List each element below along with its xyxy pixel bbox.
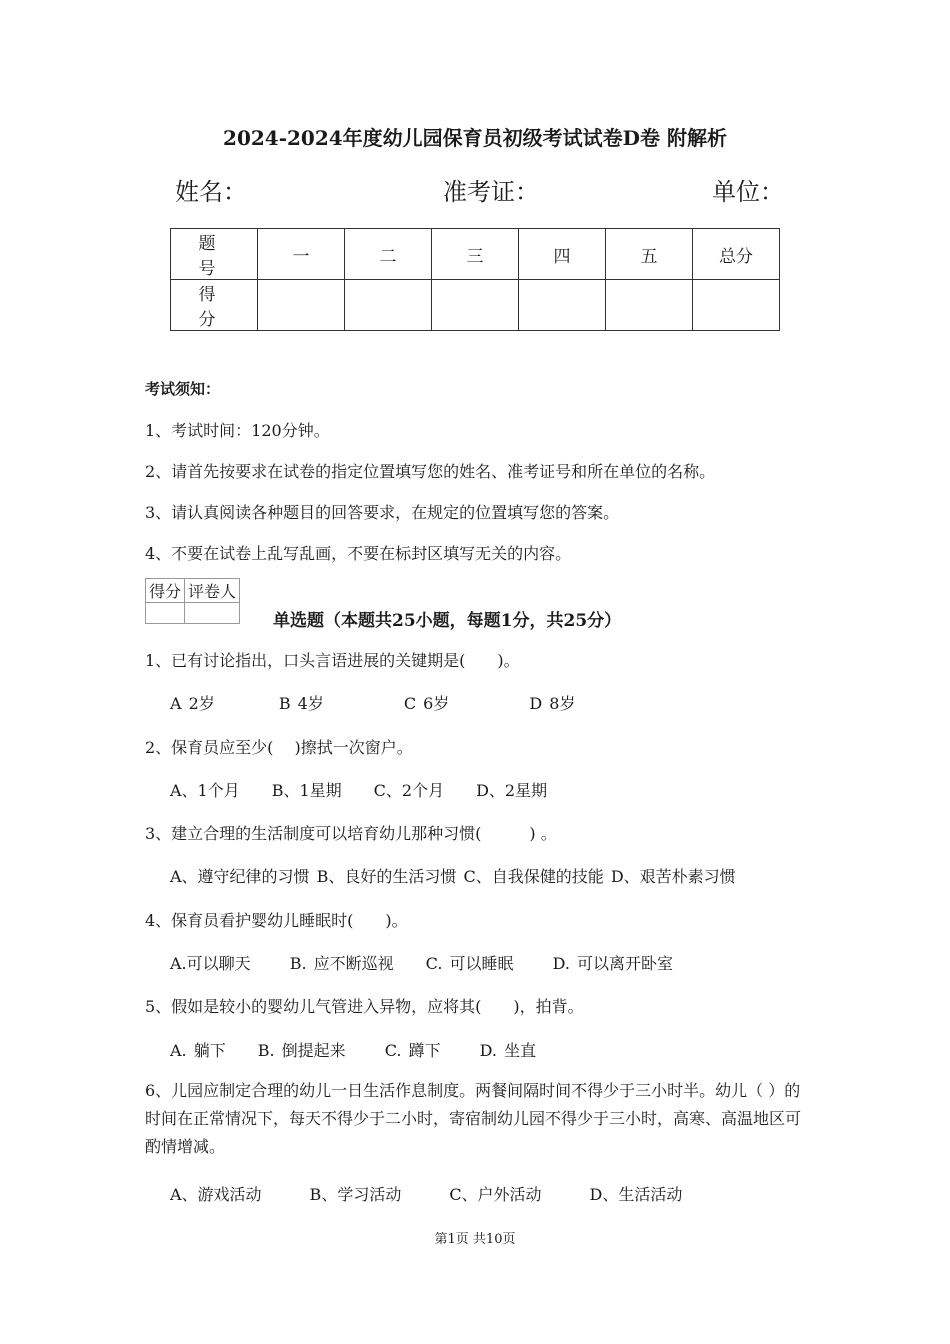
grader-box-grader-label: 评卷人	[185, 579, 240, 603]
grader-box-score-label: 得分	[146, 579, 185, 603]
notice-heading: 考试须知：	[145, 380, 221, 398]
score-table-col-3: 三	[432, 229, 519, 280]
question-text: 4、保育员看护婴幼儿睡眠时( )。	[145, 911, 408, 930]
score-table-col-4: 四	[519, 229, 606, 280]
question-text: 1、已有讨论指出，口头言语进展的关键期是( )。	[145, 651, 520, 670]
question-options: A. 躺下 B. 倒提起来 C. 蹲下 D. 坐直	[170, 1041, 537, 1060]
section-title: 单选题（本题共25小题，每题1分，共25分）	[273, 611, 622, 631]
name-field-label: 姓名：	[175, 178, 247, 206]
question-options: A 2岁 B 4岁 C 6岁 D 8岁	[170, 694, 576, 713]
score-cell-5[interactable]	[606, 280, 693, 331]
grader-box-score-cell[interactable]	[146, 603, 185, 624]
notice-item: 1、考试时间：120分钟。	[145, 421, 330, 440]
question-text: 2、保育员应至少( )擦拭一次窗户。	[145, 738, 413, 757]
score-table-col-2: 二	[345, 229, 432, 280]
score-cell-total[interactable]	[693, 280, 780, 331]
score-table-header-row	[171, 229, 780, 280]
question-options: A、游戏活动 B、学习活动 C、户外活动 D、生活活动	[170, 1185, 683, 1204]
question-text: 6、儿园应制定合理的幼儿一日生活作息制度。两餐间隔时间不得少于三小时半。幼儿（ ）的时间在正常情况下，每天不得少于二小时，寄宿制幼儿园不得少于三小时，高寒、高温地区可酌情增减。	[145, 1081, 802, 1156]
page-title: 2024-2024年度幼儿园保育员初级考试试卷D卷 附解析	[223, 126, 727, 150]
score-table	[170, 228, 780, 331]
grader-box	[145, 578, 240, 624]
exam-id-field-label: 准考证：	[443, 178, 539, 206]
notice-item: 2、请首先按要求在试卷的指定位置填写您的姓名、准考证号和所在单位的名称。	[145, 462, 716, 481]
question-options: A.可以聊天 B. 应不断巡视 C. 可以睡眠 D. 可以离开卧室	[170, 954, 674, 973]
question-text: 3、建立合理的生活制度可以培育幼儿那种习惯( ) 。	[145, 824, 557, 843]
score-table-col-total: 总分	[693, 229, 780, 280]
score-table-col-5: 五	[606, 229, 693, 280]
score-cell-3[interactable]	[432, 280, 519, 331]
question-text: 5、假如是较小的婴幼儿气管进入异物，应将其( )，拍背。	[145, 997, 584, 1016]
score-cell-2[interactable]	[345, 280, 432, 331]
score-table-score-label: 得 分	[171, 280, 258, 331]
score-cell-4[interactable]	[519, 280, 606, 331]
question-options: A、遵守纪律的习惯 B、良好的生活习惯 C、自我保健的技能 D、艰苦朴素习惯	[170, 867, 736, 886]
score-table-col-1: 一	[258, 229, 345, 280]
unit-field-label: 单位：	[712, 178, 784, 206]
question-options: A、1个月 B、1星期 C、2个月 D、2星期	[170, 781, 548, 800]
score-cell-1[interactable]	[258, 280, 345, 331]
page-footer: 第1页 共10页	[434, 1232, 516, 1247]
notice-item: 4、不要在试卷上乱写乱画，不要在标封区填写无关的内容。	[145, 544, 572, 563]
grader-box-grader-cell[interactable]	[185, 603, 240, 624]
score-table-header-label: 题 号	[171, 229, 258, 280]
score-table-score-row	[171, 280, 780, 331]
notice-item: 3、请认真阅读各种题目的回答要求，在规定的位置填写您的答案。	[145, 503, 620, 522]
